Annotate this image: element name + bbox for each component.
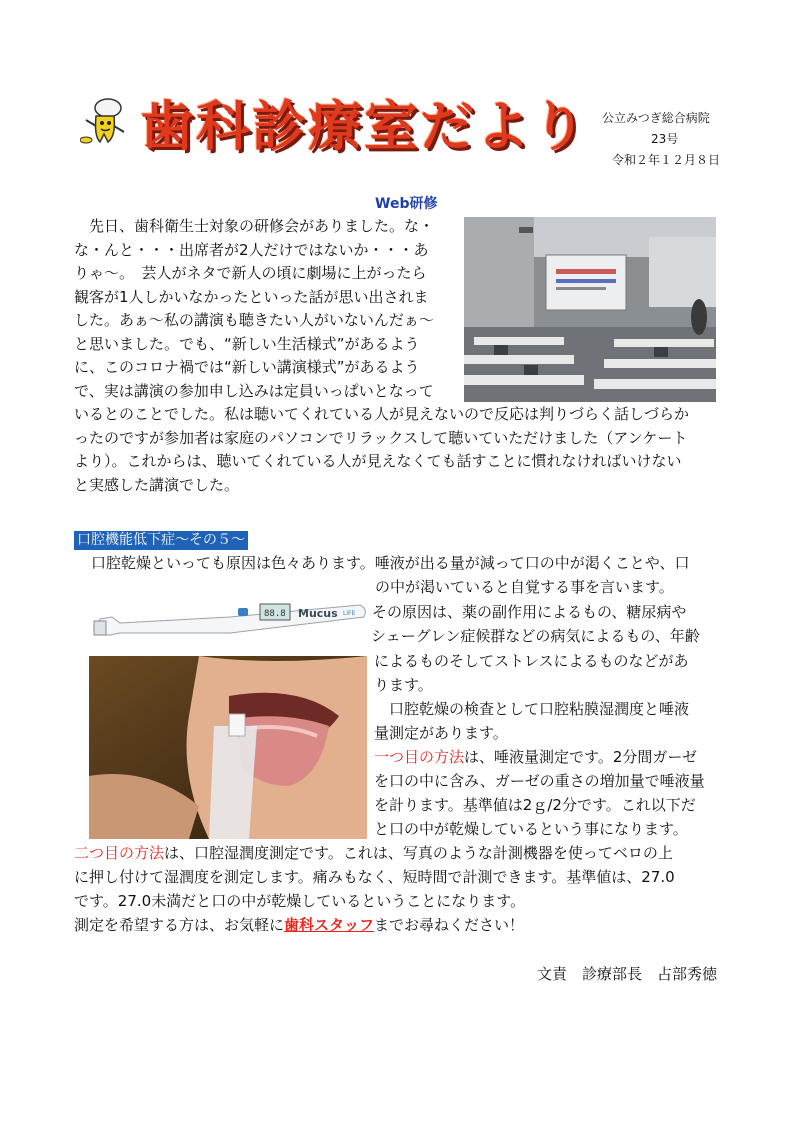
section1-line: に、このコロナ禍では“新しい講演様式”があるよう [74,358,420,376]
method1-line: を計ります。基準値は2ｇ/2分です。これ以下だ [374,796,696,814]
section2-intro-line: その原因は、薬の副作用によるもの、糖尿病や [372,603,687,621]
method1-line: と口の中が乾燥しているという事になります。 [374,820,688,838]
tooth-mascot-logo [80,96,130,148]
issue-number: 23号 [651,132,679,146]
hospital-name: 公立みつぎ総合病院 [602,111,710,125]
section1-line: ったのですが参加者は家庭のパソコンでリラックスして聴いていただけました（アンケート [74,428,688,447]
method2-first-line [74,842,673,866]
svg-text:LiFE: LiFE [343,610,356,617]
section2-intro-line: の中が渇いていると自覚する事を言います。 [375,578,674,596]
section1-line: りゃ～。 芸人がネタで新人の頃に劇場に上がったら [74,264,427,282]
issue-date: 令和２年１２月８日 [612,153,721,167]
method1-line: は、唾液量測定です。2分間ガーゼ [464,748,698,766]
device-brand-label: Mucus [298,607,338,620]
section2-intro-line: によるものそしてストレスによるものなどがあ [374,652,689,670]
section1-heading: Web研修 [375,196,438,212]
closing-line [74,914,524,938]
closing-text: 測定を希望する方は、お気軽に [74,916,285,934]
tongue-measurement-photo [89,656,367,839]
section2-intro-line: 口腔乾燥の検査として口腔粘膜湿潤度と唾液 [374,700,690,718]
svg-text:88.8: 88.8 [264,609,286,619]
section2-intro-line: シェーグレン症候群などの病気によるもの、年齢 [371,627,700,645]
method2-label: 二つ目の方法 [74,844,165,862]
section1-line: いるとのことでした。私は聴いてくれている人が見えないので反応は判りづらく話しづらか [74,405,690,423]
moisture-meter-device-photo [90,587,368,651]
method1-first-line [374,746,697,770]
dental-staff-highlight: 歯科スタッフ [284,916,375,934]
method1-line: を口の中に含み、ガーゼの重さの増加量で唾液量 [374,772,705,790]
section1-line: 観客が1人しかいなかったといった話が思い出されま [74,287,429,306]
section1-line: で、実は講演の参加申し込みは定員いっぱいとなって [74,381,434,400]
author-credit: 文責 診療部長 占部秀徳 [537,965,718,983]
section2-intro-line: 量測定があります。 [374,724,508,742]
section1-line: と思いました。でも、“新しい生活様式”があるよう [74,334,420,353]
newsletter-title: 歯科診療室だより [140,94,588,158]
lecture-room-photo [464,217,716,402]
section1-line: な・んと・・・出席者が2人だけではないか・・・あ [74,240,429,259]
section2-intro-line: ります。 [374,676,433,694]
section2-intro-line: 口腔乾燥といっても原因は色々あります。唾液が出る量が減って口の中が渇くことや、口 [91,554,690,572]
section2-heading: 口腔機能低下症～その５～ [74,531,248,550]
method2-line: に押し付けて湿潤度を測定します。痛みもなく、短時間で計測できます。基準値は、27.0 [74,868,675,886]
closing-text: までお尋ねください！ [374,916,525,934]
section1-line: した。あぁ～私の講演も聴きたい人がいないんだぁ～ [74,311,434,329]
method1-label: 一つ目の方法 [374,748,465,766]
method2-line: です。27.0未満だと口の中が乾燥しているということになります。 [74,892,526,910]
method2-line: は、口腔湿潤度測定です。これは、写真のような計測機器を使ってベロの上 [164,844,673,862]
section1-line: 先日、歯科衛生士対象の研修会がありました。な・ [74,217,435,235]
section1-line: より）。これからは、聴いてくれている人が見えなくても話すことに慣れなければいけない [74,452,682,470]
section1-line: と実感した講演でした。 [74,475,240,494]
